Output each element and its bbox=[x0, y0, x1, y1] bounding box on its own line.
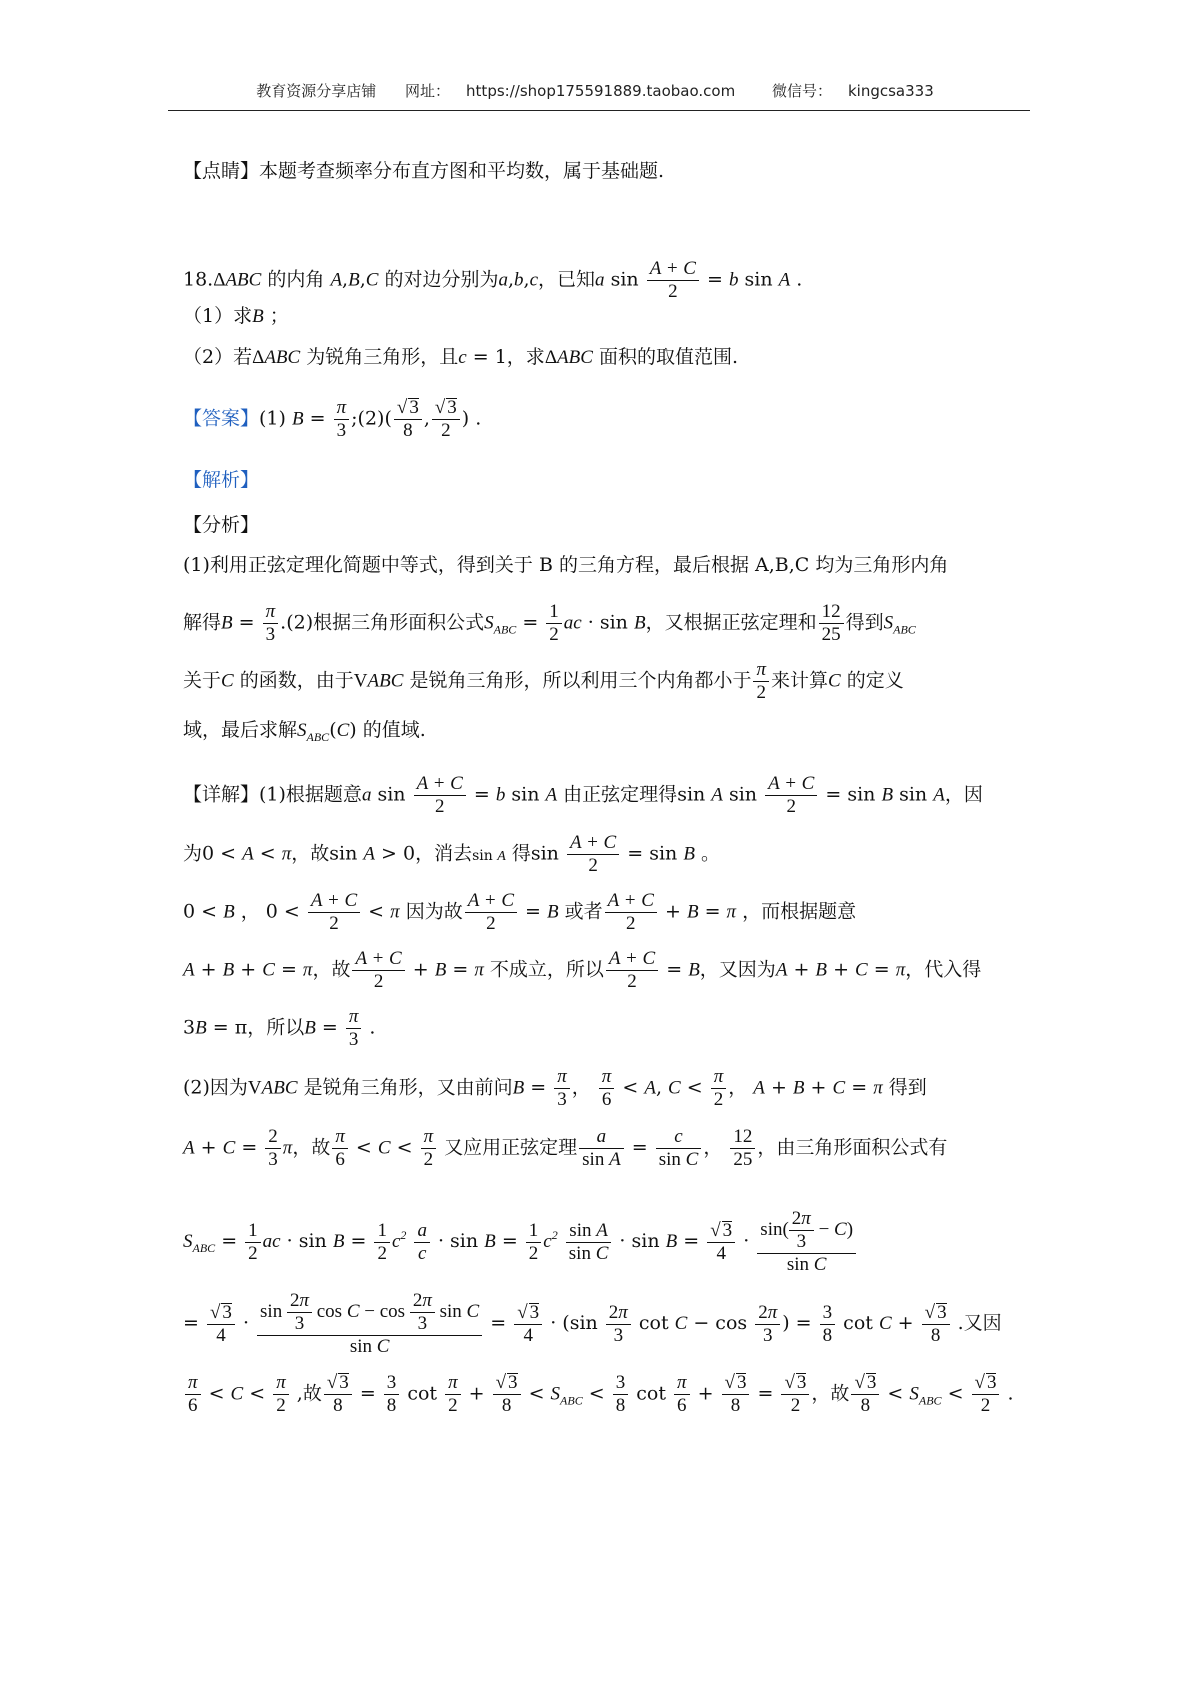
shop-name: 教育资源分享店铺 bbox=[256, 82, 377, 100]
xiangjie-line-5: 3B = π，所以B = $\frac{\pi}{3}$ . bbox=[183, 1006, 376, 1050]
question-1: （1）求B ； bbox=[183, 305, 289, 327]
xiangjie-line-10: $\frac{\pi}{6}$ < C < $\frac{\pi}{2}$ ,故 $\frac{√ 3}{8}$ = $\frac{3}{8}$ cot $\frac{\pi}{2}$ + $\frac{√ 3}{8}$ < $S_{ABC}$ < $\frac{3}{8}$ cot $\frac{\pi}{6}$ + $\frac{√ 3}{8}$ = $\frac{√ 3}{2}$ ，故 $\frac{√ 3}{8}$ < $S_{ABC}$ < $\frac{√ 3}{2}$ . bbox=[183, 1372, 1014, 1417]
wechat-id: kingcsa333 bbox=[847, 82, 934, 100]
xiangjie-line-8: $S_{ABC}$ = $\frac{1}{2}$ ac · sin B = $\frac{1}{2}$ $c^2$ $\frac{a}{c}$ · sin B = $\frac{1}{2}$ $c^2$ $\frac{\text{sin A}}{\text{sin C}}$ · sin B = $\frac{√ 3}{4}$ · sin( $\frac{2\pi}{3}$ − C) sin C bbox=[183, 1208, 858, 1276]
answer-line: 【答案】(1) B = $\frac{\pi}{3}$ ;(2)( $\frac{√ 3}{8}$ , $\frac{√ 3}{2}$ ) . bbox=[183, 397, 482, 441]
fenxi-tag: 【分析】 bbox=[183, 514, 260, 536]
jiexi-tag: 【解析】 bbox=[183, 469, 260, 491]
xiangjie-line-3: 0 < B ， 0 < $\frac{A + C}{2}$ < π 因为故 $\frac{A + C}{2}$ = B 或者 $\frac{A + C}{2}$ + B = π ，而根据题意 bbox=[183, 890, 857, 934]
xiangjie-line-1: 【详解】(1)根据题意a sin $\frac{A + C}{2}$ = b sin A 由正弦定理得sin A sin $\frac{A + C}{2}$ = sin B sin A，因 bbox=[183, 773, 983, 817]
xiangjie-tag: 【详解】 bbox=[183, 783, 260, 806]
fenxi-line-4: 域，最后求解$S_{ABC}(C)$ 的值域. bbox=[183, 719, 426, 744]
site-url: https://shop175591889.taobao.com bbox=[466, 82, 736, 100]
wechat-label: 微信号： bbox=[771, 82, 832, 100]
dianjing-tag: 【点睛】 bbox=[183, 160, 260, 182]
dianjing-text: 本题考查频率分布直方图和平均数，属于基础题. bbox=[259, 160, 665, 182]
problem-statement: 18.ΔABC 的内角 A,B,C 的对边分别为a,b,c，已知a sin $\frac{A + C}{2}$ = b sin A . bbox=[183, 258, 803, 302]
header-rule bbox=[168, 110, 1030, 111]
xiangjie-line-2: 为0 < A < π，故sin A > 0，消去sin A 得sin $\frac{A + C}{2}$ = sin B 。 bbox=[183, 832, 721, 876]
xiangjie-line-6: (2)因为VABC 是锐角三角形，又由前问B = $\frac{\pi}{3}$ ， $\frac{\pi}{6}$ < A, C < $\frac{\pi}{2}$ ， A + B + C = π 得到 bbox=[183, 1066, 927, 1110]
question-2: （2）若ΔABC 为锐角三角形，且c = 1，求ΔABC 面积的取值范围. bbox=[183, 346, 739, 368]
fenxi-line-1: (1)利用正弦定理化简题中等式，得到关于 B 的三角方程，最后根据 A,B,C 均为三角形内角 bbox=[183, 554, 949, 576]
fenxi-line-3: 关于C 的函数，由于VABC 是锐角三角形，所以利用三个内角都小于 $\frac{\pi}{2}$ 来计算C 的定义 bbox=[183, 659, 904, 703]
problem-number: 18. bbox=[183, 268, 214, 291]
site-label: 网址： bbox=[405, 82, 451, 100]
xiangjie-line-4: A + B + C = π，故 $\frac{A + C}{2}$ + B = π 不成立，所以 $\frac{A + C}{2}$ = B，又因为A + B + C = π，代入得 bbox=[183, 948, 982, 992]
xiangjie-line-9: = $\frac{√ 3}{4}$ · sin $\frac{2\pi}{3}$ cos C − cos $\frac{2\pi}{3}$ sin C sin C = $\frac{√ 3}{4}$ · (sin $\frac{2\pi}{3}$ cot C − cos $\frac{2\pi}{3}$ ) = $\frac{3}{8}$ cot C + $\frac{√ 3}{8}$ .又因 bbox=[183, 1290, 1002, 1357]
fenxi-line-2: 解得B = $\frac{\pi}{3}$ .(2)根据三角形面积公式$S_{ABC}$ = $\frac{1}{2}$ ac · sin B，又根据正弦定理和 $\frac{12}{25}$ 得到$S_{ABC}$ bbox=[183, 601, 916, 645]
answer-tag: 【答案】 bbox=[183, 407, 260, 430]
xiangjie-line-7: A + C = $\frac{2}{3}$ π，故 $\frac{\pi}{6}$ < C < $\frac{\pi}{2}$ 又应用正弦定理 $\frac{a}{\text{sin A}}$ = $\frac{c}{\text{sin C}}$ ， $\frac{12}{25}$ ，由三角形面积公式有 bbox=[183, 1126, 948, 1170]
page-header bbox=[168, 80, 1030, 106]
dianjing-line bbox=[183, 157, 664, 185]
